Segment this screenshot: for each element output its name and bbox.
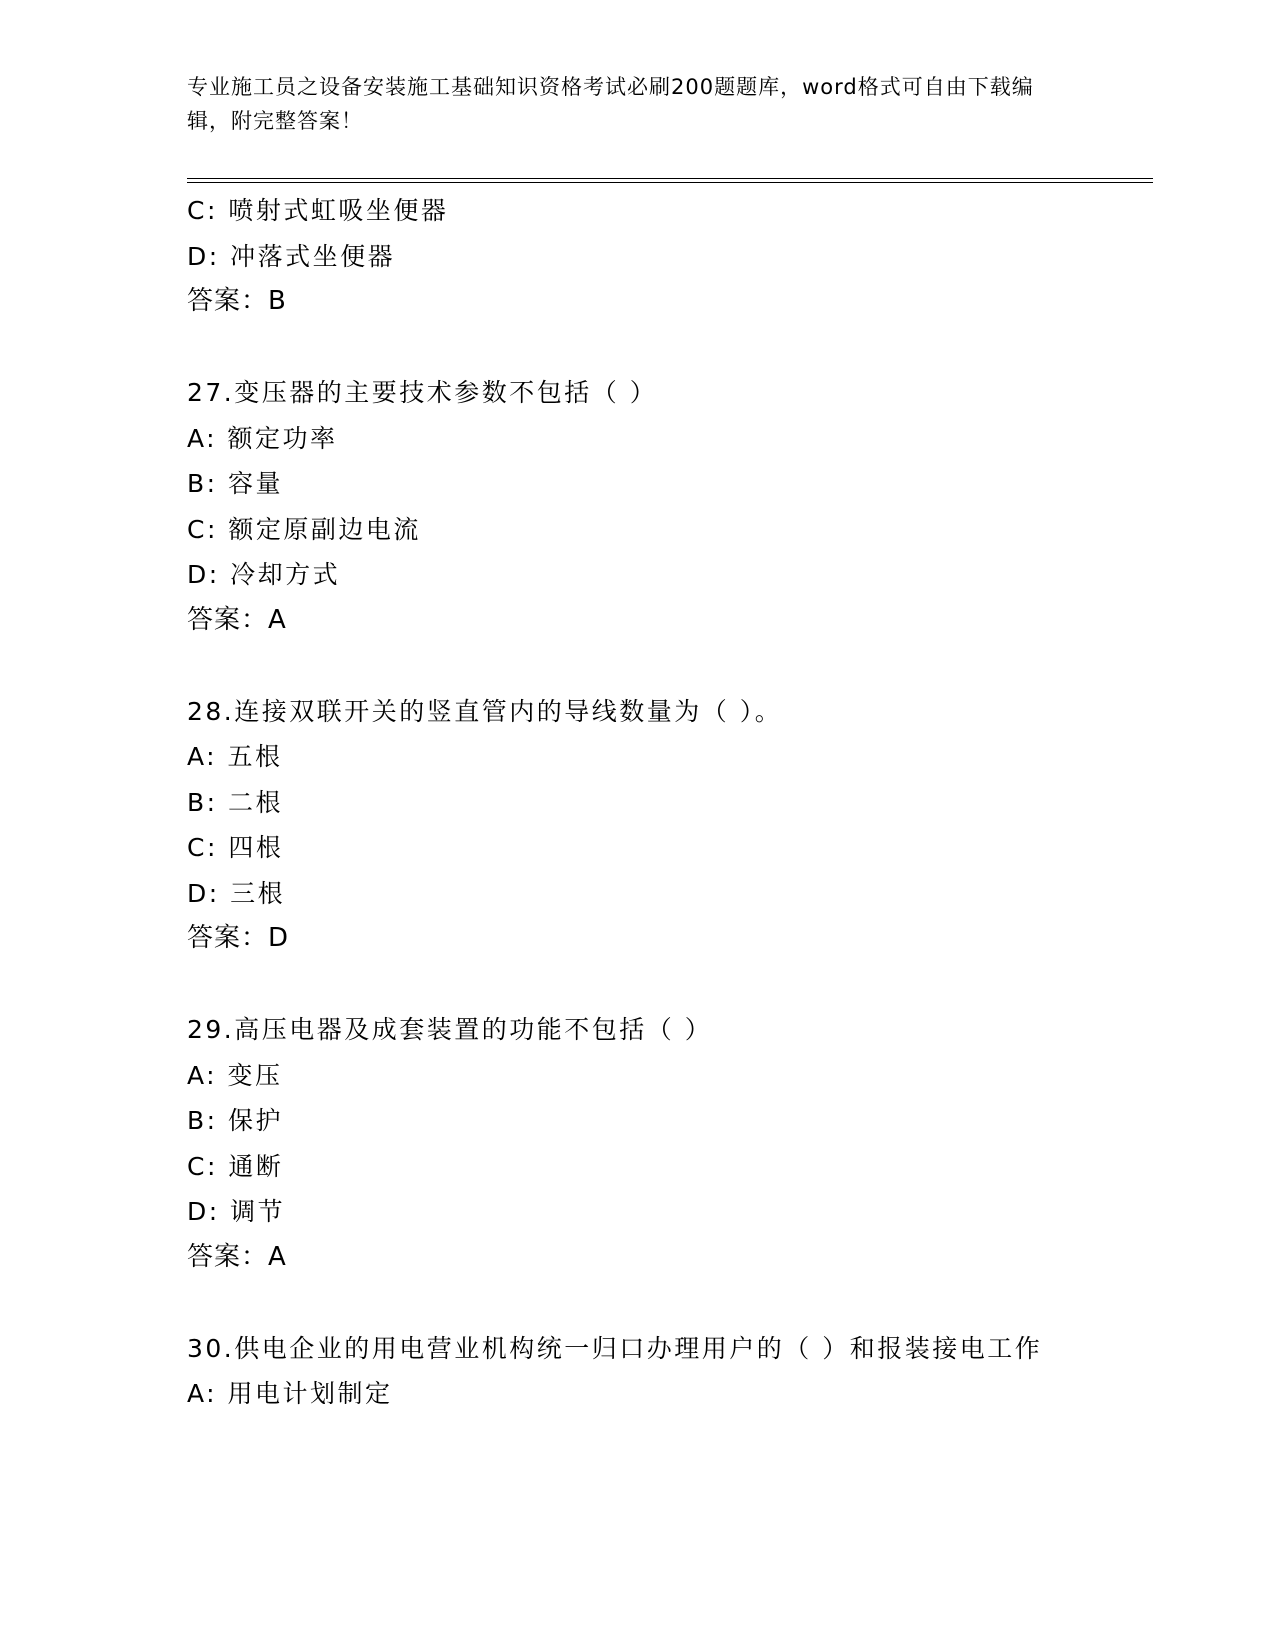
option-a: A: 额定功率 bbox=[187, 423, 338, 453]
option-b: B: 二根 bbox=[187, 787, 284, 817]
header-rule-top bbox=[187, 178, 1153, 179]
question-block-27 bbox=[187, 370, 1067, 643]
option-a: A: 五根 bbox=[187, 742, 283, 771]
option-d: D: 调节 bbox=[187, 1197, 286, 1226]
option-c: C: 通断 bbox=[187, 1151, 284, 1181]
question-text: 28.连接双联开关的竖直管内的导线数量为（ ）。 bbox=[187, 696, 783, 726]
question-text: 30.供电企业的用电营业机构统一归口办理用户的（ ）和报装接电工作 bbox=[187, 1333, 1043, 1363]
document-header: 专业施工员之设备安装施工基础知识资格考试必刷200题题库，word格式可自由下载编辑，附完整答案！ bbox=[187, 75, 1034, 133]
question-list bbox=[187, 188, 1067, 1417]
spacer bbox=[187, 325, 1067, 371]
option-a: A: 用电计划制定 bbox=[187, 1379, 393, 1408]
answer-line: 答案：A bbox=[187, 604, 287, 635]
spacer bbox=[187, 1280, 1067, 1326]
question-block-26 bbox=[187, 188, 1067, 325]
option-c: C: 额定原副边电流 bbox=[187, 514, 421, 544]
option-c: C: 喷射式虹吸坐便器 bbox=[187, 196, 449, 225]
question-text: 27.变压器的主要技术参数不包括（ ） bbox=[187, 378, 658, 407]
spacer bbox=[187, 962, 1067, 1008]
option-b: B: 容量 bbox=[187, 469, 284, 498]
option-d: D: 冷却方式 bbox=[187, 560, 341, 589]
option-d: D: 三根 bbox=[187, 878, 286, 908]
question-block-28 bbox=[187, 689, 1067, 962]
spacer bbox=[187, 643, 1067, 689]
option-b: B: 保护 bbox=[187, 1106, 284, 1135]
answer-line: 答案：A bbox=[187, 1241, 287, 1272]
question-text: 29.高压电器及成套装置的功能不包括（ ） bbox=[187, 1015, 713, 1044]
question-block-29 bbox=[187, 1007, 1067, 1280]
answer-line: 答案：B bbox=[187, 286, 287, 316]
option-c: C: 四根 bbox=[187, 833, 284, 862]
question-block-30 bbox=[187, 1326, 1067, 1417]
option-a: A: 变压 bbox=[187, 1060, 283, 1090]
answer-line: 答案：D bbox=[187, 923, 290, 953]
option-d: D: 冲落式坐便器 bbox=[187, 241, 396, 271]
header-rule-bottom bbox=[187, 182, 1153, 183]
